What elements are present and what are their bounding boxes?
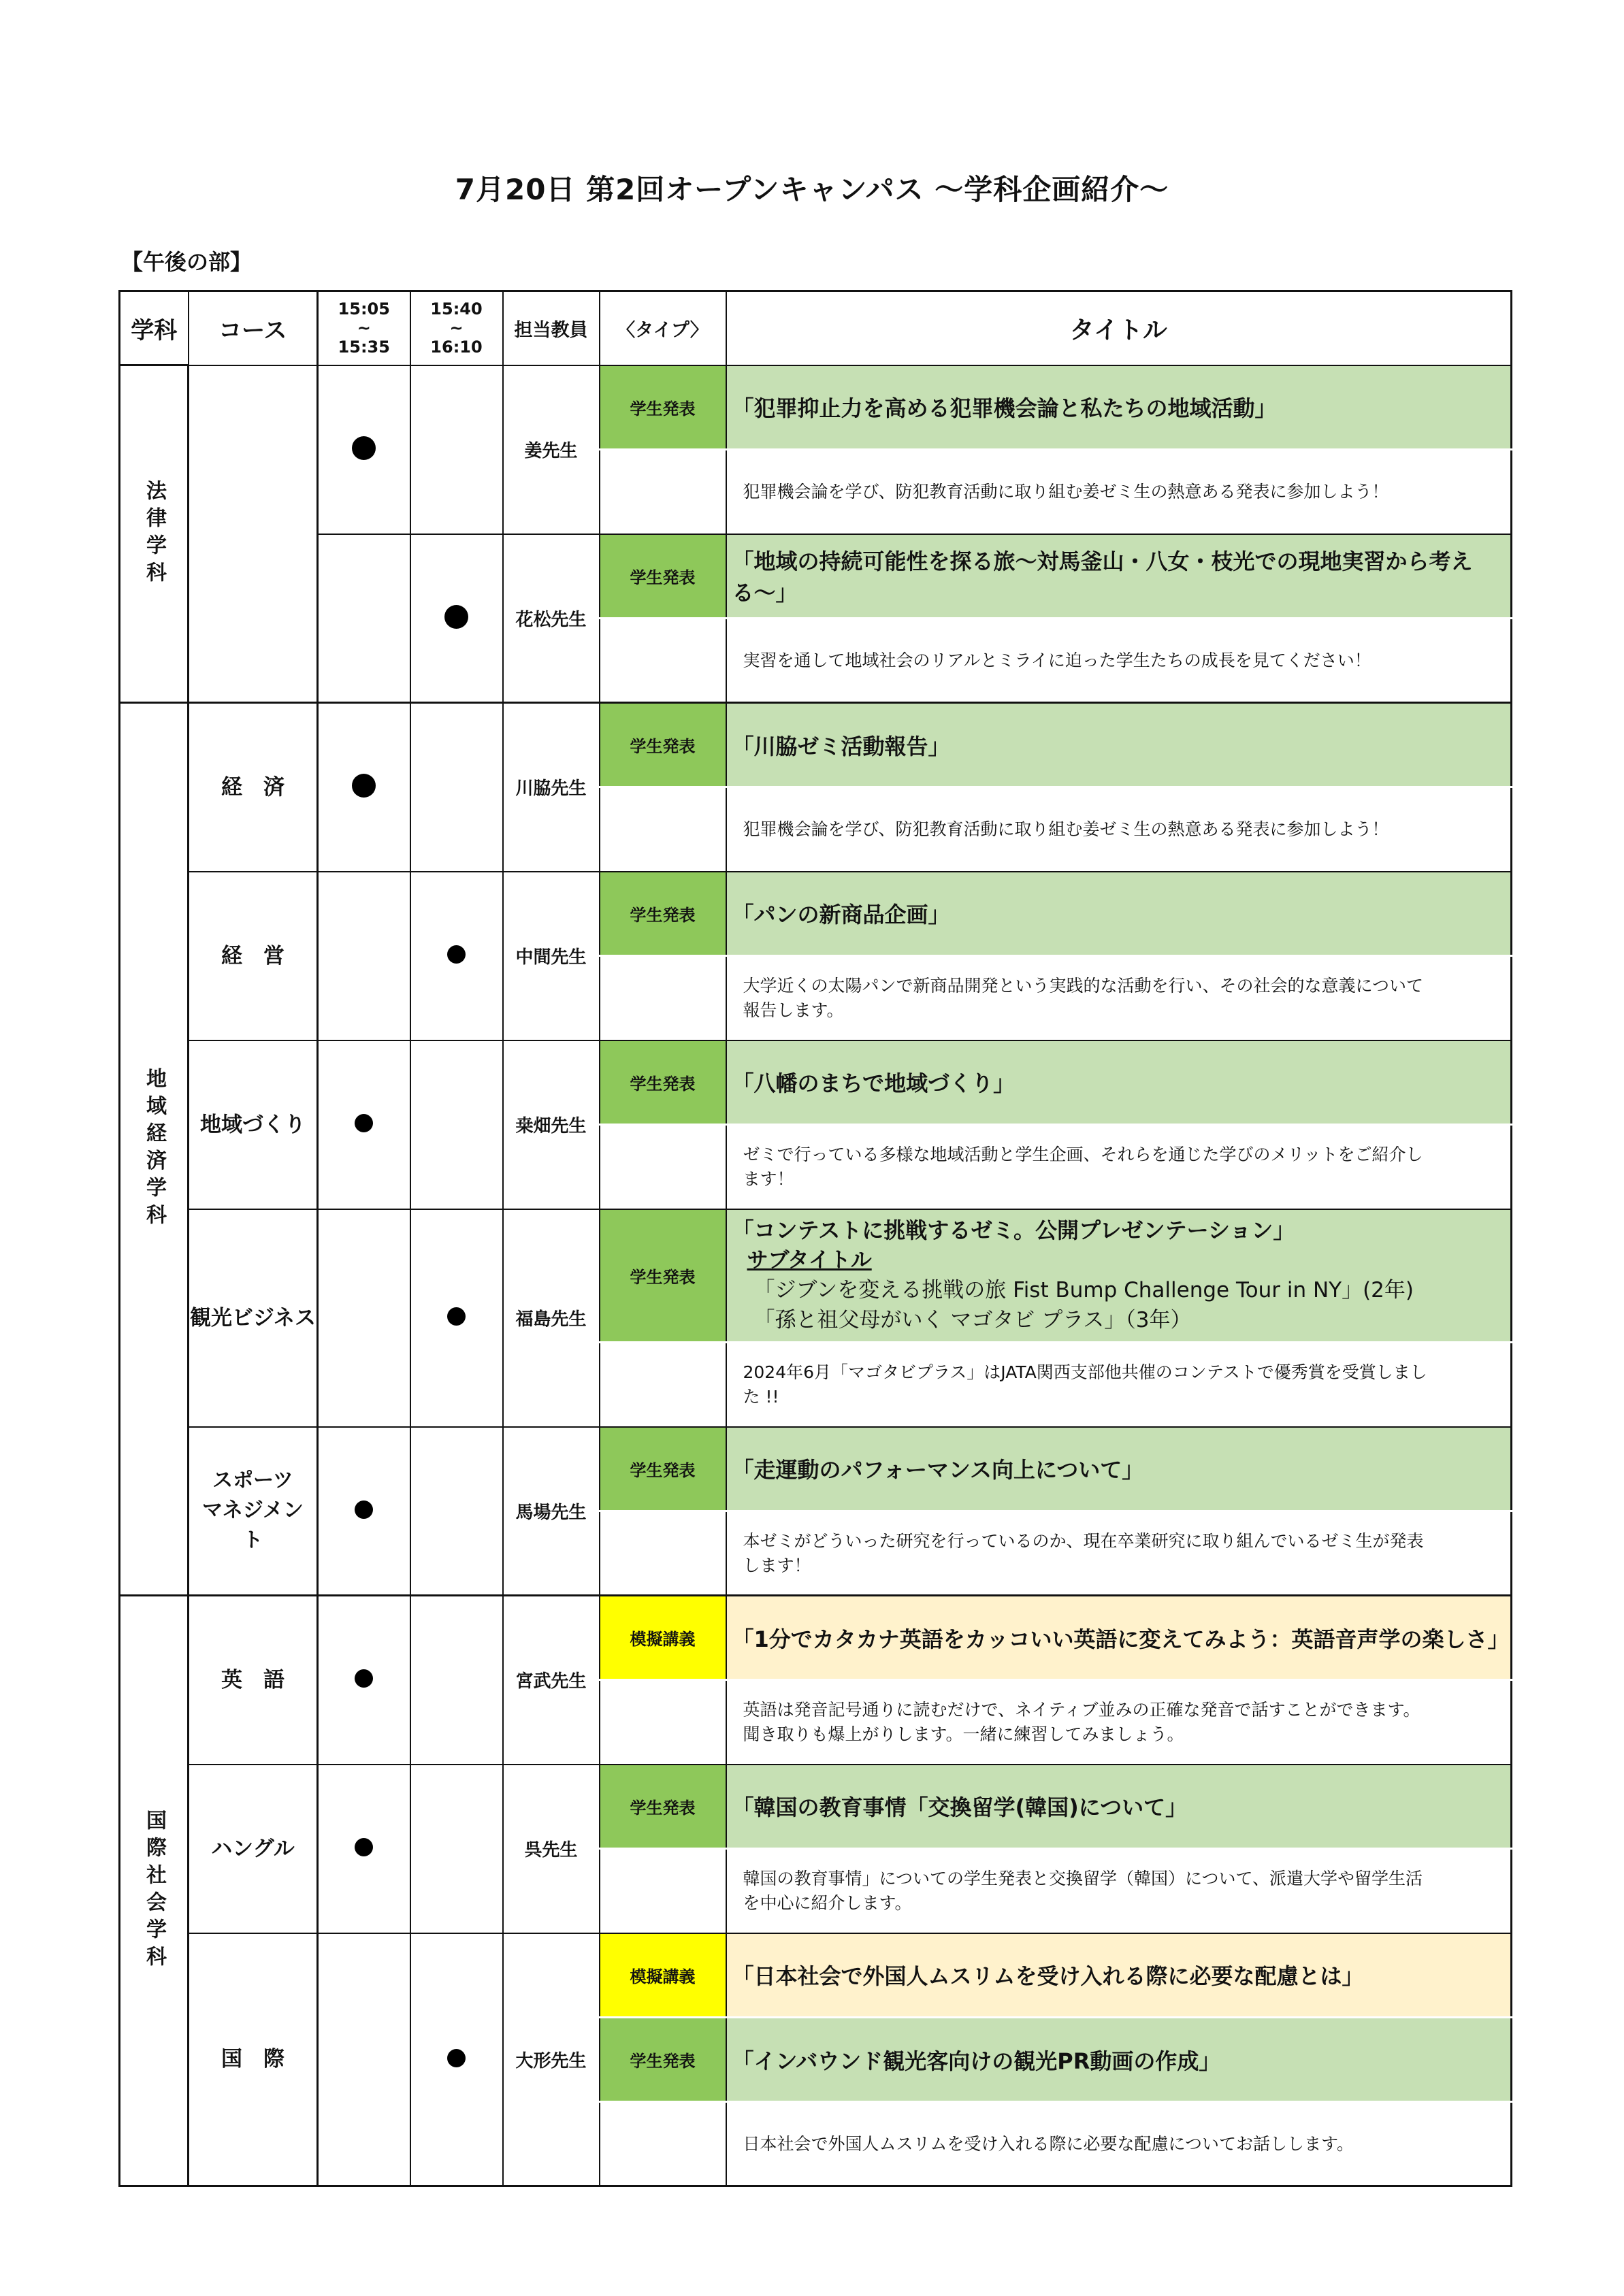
entry-title: 「川脇ゼミ活動報告」: [732, 733, 950, 759]
attend-marker-icon: [444, 605, 468, 629]
entry-title: 「地域の持続可能性を探る旅〜対馬釜山・八女・枝光での現地実習から考える〜」: [732, 548, 1473, 606]
subtitle-line: 「ジブンを変える挑戦の旅 Fist Bump Challenge Tour in NY」(2年): [753, 1278, 1414, 1303]
attend-marker-icon: [352, 774, 376, 798]
subtitle-line: 「孫と祖父母がいく マゴタビ プラス」（3年）: [753, 1308, 1192, 1333]
attend-marker-icon: [447, 945, 466, 964]
type-badge: 学生発表: [600, 1040, 726, 1125]
attend-marker-icon: [352, 436, 376, 460]
attend-marker-icon: [447, 2049, 466, 2067]
teacher-cell: 桒畑先生: [503, 1040, 600, 1209]
type-blank-cell: [600, 1125, 726, 1209]
entry-title-cell: [726, 1596, 1512, 1680]
slot1-end: 15:35: [338, 338, 390, 357]
entry-title-cell: [726, 872, 1512, 956]
header-slot2: [410, 291, 503, 365]
entry-title-cell: [726, 1933, 1512, 2018]
slot2-cell: [410, 1933, 503, 2186]
teacher-cell: 花松先生: [503, 534, 600, 703]
entry-title: 「日本社会で外国人ムスリムを受け入れる際に必要な配慮とは」: [732, 1963, 1364, 1990]
type-blank-cell: [600, 1680, 726, 1765]
slot2-cell: [410, 534, 503, 703]
header-row: [120, 291, 1512, 365]
type-badge: 学生発表: [600, 534, 726, 619]
dept-cell: [120, 365, 189, 703]
slot1-tilde: ~: [357, 318, 371, 338]
dept-name: 国際社会学科: [142, 1809, 166, 1973]
entry-description: 犯罪機会論を学び、防犯教育活動に取り組む姜ゼミ生の熱意ある発表に参加しよう！: [726, 787, 1512, 872]
slot1-cell: [318, 1596, 410, 1765]
entry-title-cell: [726, 1209, 1512, 1343]
slot1-cell: [318, 365, 410, 534]
entry-title: 「パンの新商品企画」: [732, 902, 950, 928]
table-row: [120, 703, 1512, 787]
entry-title-cell: [726, 534, 1512, 619]
dept-name: 法律学科: [142, 479, 166, 589]
type-blank-cell: [600, 2102, 726, 2186]
table-row: [120, 872, 1512, 956]
header-dept: 学科: [120, 291, 189, 365]
type-badge: 学生発表: [600, 703, 726, 787]
table-row: [120, 1040, 1512, 1125]
slot1-cell: [318, 1209, 410, 1427]
type-badge: 学生発表: [600, 365, 726, 450]
table-row: [120, 1596, 1512, 1680]
dept-name: 地域経済学科: [142, 1067, 166, 1231]
header-title: タイトル: [726, 291, 1512, 365]
header-teacher: 担当教員: [503, 291, 600, 365]
attend-marker-icon: [355, 1500, 373, 1519]
type-badge: 学生発表: [600, 872, 726, 956]
slot1-cell: [318, 1427, 410, 1596]
entry-title: 「八幡のまちで地域づくり」: [732, 1070, 1016, 1097]
slot1-cell: [318, 1933, 410, 2186]
subtitle-label: サブタイトル: [747, 1248, 872, 1273]
teacher-cell: 姜先生: [503, 365, 600, 534]
type-blank-cell: [600, 450, 726, 534]
entry-title-cell: [726, 1040, 1512, 1125]
dept-cell: [120, 703, 189, 1596]
slot2-cell: [410, 1596, 503, 1765]
teacher-cell: 福島先生: [503, 1209, 600, 1427]
slot2-cell: [410, 872, 503, 1040]
entry-title-cell: [726, 1427, 1512, 1511]
header-type: 〈タイプ〉: [600, 291, 726, 365]
entry-description: 韓国の教育事情」についての学生発表と交換留学（韓国）について、派遣大学や留学生活を中心に紹介します。: [726, 1849, 1512, 1933]
teacher-cell: 呉先生: [503, 1765, 600, 1933]
entry-description: 犯罪機会論を学び、防犯教育活動に取り組む姜ゼミ生の熱意ある発表に参加しよう！: [726, 450, 1512, 534]
type-blank-cell: [600, 787, 726, 872]
slot2-cell: [410, 365, 503, 534]
attend-marker-icon: [355, 1669, 373, 1688]
entry-title-cell: [726, 1765, 1512, 1849]
course-cell: ハングル: [189, 1765, 318, 1933]
slot1-cell: [318, 1765, 410, 1933]
entry-description: 大学近くの太陽パンで新商品開発という実践的な活動を行い、その社会的な意義について報告します。: [726, 956, 1512, 1040]
course-cell: [189, 365, 318, 703]
section-label: 【午後の部】: [121, 249, 253, 275]
teacher-cell: 大形先生: [503, 1933, 600, 2186]
type-badge: 模擬講義: [600, 1596, 726, 1680]
entry-description: ゼミで行っている多様な地域活動と学生企画、それらを通じた学びのメリットをご紹介します！: [726, 1125, 1512, 1209]
page-title: 7月20日 第2回オープンキャンパス 〜学科企画紹介〜: [455, 173, 1169, 206]
type-blank-cell: [600, 1343, 726, 1427]
entry-title-cell: [726, 2018, 1512, 2102]
attend-marker-icon: [355, 1114, 373, 1132]
entry-title-cell: [726, 703, 1512, 787]
slot2-cell: [410, 1765, 503, 1933]
entry-description: 2024年6月「マゴタビプラス」はJATA関西支部他共催のコンテストで優秀賞を受賞しました !!: [726, 1343, 1512, 1427]
type-blank-cell: [600, 619, 726, 703]
table-row: [120, 1209, 1512, 1343]
course-cell: 地域づくり: [189, 1040, 318, 1209]
entry-title: 「犯罪抑止力を高める犯罪機会論と私たちの地域活動」: [732, 395, 1277, 422]
course-cell: スポーツ マネジメント: [189, 1427, 318, 1596]
entry-title: 「1分でカタカナ英語をカッコいい英語に変えてみよう：英語音声学の楽しさ」: [732, 1626, 1510, 1652]
course-cell: 国 際: [189, 1933, 318, 2186]
entry-description: 日本社会で外国人ムスリムを受け入れる際に必要な配慮についてお話しします。: [726, 2102, 1512, 2186]
slot1-cell: [318, 534, 410, 703]
slot2-cell: [410, 1040, 503, 1209]
type-blank-cell: [600, 1849, 726, 1933]
table-row: [120, 1933, 1512, 2018]
entry-title: 「コンテストに挑戦するゼミ。公開プレゼンテーション」: [732, 1217, 1295, 1244]
course-cell: 英 語: [189, 1596, 318, 1765]
type-badge: 学生発表: [600, 2018, 726, 2102]
slot1-cell: [318, 1040, 410, 1209]
entry-description: 実習を通して地域社会のリアルとミライに迫った学生たちの成長を見てください！: [726, 619, 1512, 703]
attend-marker-icon: [447, 1307, 466, 1326]
course-cell: 経 営: [189, 872, 318, 1040]
table-row: [120, 1765, 1512, 1849]
header-course: コース: [189, 291, 318, 365]
slot1-cell: [318, 703, 410, 872]
schedule-table: [118, 290, 1512, 2187]
course-cell: 観光ビジネス: [189, 1209, 318, 1427]
entry-title: 「走運動のパフォーマンス向上について」: [732, 1457, 1144, 1483]
slot2-cell: [410, 1209, 503, 1427]
table-row: [120, 365, 1512, 450]
slot2-cell: [410, 1427, 503, 1596]
type-blank-cell: [600, 1511, 726, 1596]
slot2-tilde: ~: [449, 318, 464, 338]
table-row: [120, 1427, 1512, 1511]
entry-title: 「韓国の教育事情「交換留学(韓国)について」: [732, 1794, 1188, 1821]
entry-title: 「インバウンド観光客向けの観光PR動画の作成」: [732, 2048, 1221, 2074]
type-blank-cell: [600, 956, 726, 1040]
table-row: [120, 534, 1512, 619]
type-badge: 学生発表: [600, 1765, 726, 1849]
entry-title-cell: [726, 365, 1512, 450]
course-cell: 経 済: [189, 703, 318, 872]
type-badge: 学生発表: [600, 1209, 726, 1343]
header-slot1: [318, 291, 410, 365]
type-badge: 学生発表: [600, 1427, 726, 1511]
slot1-start: 15:05: [338, 299, 390, 319]
slot2-start: 15:40: [430, 299, 483, 319]
dept-cell: [120, 1596, 189, 2186]
teacher-cell: 中間先生: [503, 872, 600, 1040]
teacher-cell: 馬場先生: [503, 1427, 600, 1596]
entry-description: 本ゼミがどういった研究を行っているのか、現在卒業研究に取り組んでいるゼミ生が発表します！: [726, 1511, 1512, 1596]
teacher-cell: 川脇先生: [503, 703, 600, 872]
entry-description: 英語は発音記号通りに読むだけで、ネイティブ並みの正確な発音で話すことができます。聞き取りも爆上がりします。一緒に練習してみましょう。: [726, 1680, 1512, 1765]
attend-marker-icon: [355, 1838, 373, 1856]
slot2-end: 16:10: [430, 338, 483, 357]
slot1-cell: [318, 872, 410, 1040]
teacher-cell: 宮武先生: [503, 1596, 600, 1765]
slot2-cell: [410, 703, 503, 872]
type-badge: 模擬講義: [600, 1933, 726, 2018]
